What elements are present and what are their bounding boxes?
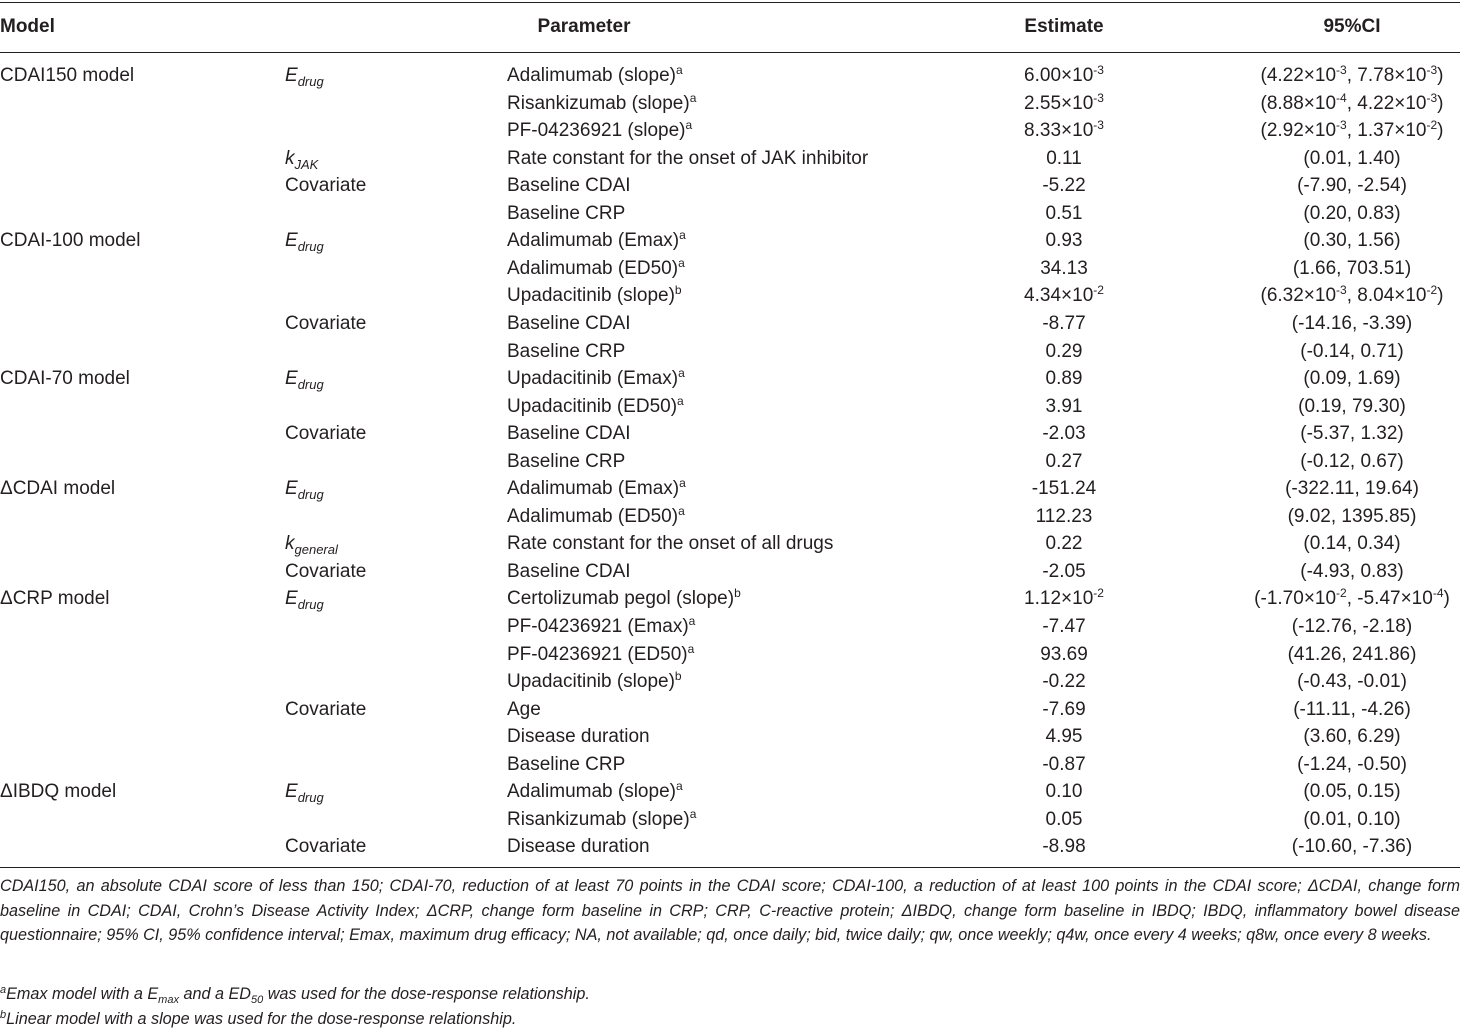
estimate-mantissa: 4.34×10 [1024, 285, 1094, 306]
estimate-mantissa: 0.05 [1045, 809, 1083, 830]
ci-exponent: -3 [1426, 63, 1438, 77]
parameter-name [507, 561, 631, 583]
footnote-marker: a [679, 228, 686, 242]
parameter-label: Baseline CDAI [507, 175, 631, 196]
estimate-value [1046, 451, 1083, 473]
table-top-rule [0, 2, 1460, 3]
footnote-marker: a [688, 614, 696, 628]
parameter-symbol-subscript: JAK [294, 157, 319, 172]
ci-value [1303, 781, 1400, 803]
footnote-a-text-2: and a ED [178, 985, 251, 1003]
ci-text: (6.32×10 [1260, 285, 1337, 306]
parameter-name [507, 451, 625, 473]
footnote-marker: a [687, 642, 695, 656]
parameter-label: Adalimumab (ED50) [507, 258, 679, 279]
estimate-mantissa: 2.55×10 [1024, 93, 1094, 114]
parameter-symbol-letter: E [285, 368, 298, 389]
ci-value [1254, 588, 1450, 610]
footnote-marker: b [734, 586, 741, 600]
estimate-value [1046, 148, 1082, 170]
footnote-marker: a [677, 394, 684, 408]
ci-text: (-0.14, 0.71) [1300, 341, 1404, 362]
parameter-label: Age [507, 699, 541, 720]
ci-value [1298, 396, 1406, 418]
parameter-name [507, 754, 625, 776]
parameter-symbol [285, 148, 318, 170]
estimate-mantissa: 0.89 [1045, 368, 1083, 389]
table-abbreviations-note: CDAI150, an absolute CDAI score of less than 150; CDAI-70, reduction of at least 70 points in the CDAI score; CDAI-100, a reduction of at least 100 points in the CDAI score; ΔCDAI, change form baseline in CDAI; CDAI, Crohn’s Disease Activity Index; ΔCRP, change form baseline in CRP; CRP, C-reactive protein; ΔIBDQ, change form baseline in IBDQ; IBDQ, inflammatory bowel disease questionnaire; 95% CI, 95% confidence interval; Emax, maximum drug efficacy; NA, not available; qd, once daily; bid, twice daily; qw, once weekly; q4w, once every 4 weeks; q8w, once every 8 weeks. [0, 877, 1460, 944]
footnote-a-text-3: was used for the dose-response relationship. [263, 985, 590, 1003]
parameter-symbol [285, 368, 324, 390]
estimate-mantissa: -0.87 [1042, 754, 1086, 775]
ci-exponent: -4 [1432, 586, 1444, 600]
estimate-mantissa: -2.03 [1042, 423, 1086, 444]
ci-text: (0.01, 1.40) [1303, 148, 1401, 169]
parameter-label: Baseline CRP [507, 754, 626, 775]
parameter-label: Adalimumab (slope) [507, 781, 676, 802]
ci-value [1303, 368, 1400, 390]
ci-exponent: -2 [1336, 586, 1347, 600]
ci-text: ) [1443, 588, 1450, 609]
parameter-name [507, 616, 695, 638]
parameter-symbol-subscript: drug [297, 239, 324, 254]
parameter-label: Adalimumab (Emax) [507, 230, 680, 251]
parameter-label: Baseline CRP [507, 203, 626, 224]
estimate-mantissa: -0.22 [1042, 671, 1086, 692]
ci-value [1297, 175, 1407, 197]
parameter-group: Covariate [285, 561, 367, 582]
parameter-label: Baseline CDAI [507, 423, 631, 444]
header-bottom-rule [0, 52, 1460, 53]
parameter-name [507, 478, 686, 500]
estimate-value [1046, 781, 1083, 803]
parameter-label: Rate constant for the onset of JAK inhibitor [507, 148, 869, 169]
parameter-name [507, 313, 631, 335]
ci-text: (0.30, 1.56) [1303, 230, 1401, 251]
ci-value [1288, 644, 1417, 666]
estimate-mantissa: -2.05 [1042, 561, 1086, 582]
ci-value [1300, 561, 1404, 583]
parameter-symbol [285, 65, 324, 87]
parameter-label: Adalimumab (Emax) [507, 478, 680, 499]
ci-value [1285, 478, 1419, 500]
estimate-mantissa: 0.29 [1045, 341, 1083, 362]
parameter-group: Covariate [285, 313, 367, 334]
estimate-value [1032, 478, 1096, 500]
parameter-name [507, 836, 650, 858]
estimate-value [1042, 423, 1085, 445]
estimate-mantissa: 93.69 [1040, 644, 1088, 665]
estimate-mantissa: -8.98 [1042, 836, 1086, 857]
ci-text: (-7.90, -2.54) [1297, 175, 1407, 196]
estimate-exponent: -3 [1093, 91, 1104, 105]
ci-exponent: -3 [1336, 118, 1347, 132]
ci-value [1261, 285, 1444, 307]
parameter-group: Covariate [285, 699, 367, 720]
ci-text: (2.92×10 [1260, 120, 1337, 141]
header-estimate: Estimate [1024, 16, 1104, 37]
estimate-value [1042, 175, 1085, 197]
estimate-mantissa: 112.23 [1035, 506, 1093, 527]
parameter-name [507, 533, 833, 555]
parameter-name [507, 120, 692, 142]
parameter-symbol-letter: E [285, 65, 298, 86]
ci-text: (-5.37, 1.32) [1300, 423, 1404, 444]
estimate-value [1042, 699, 1085, 721]
estimate-mantissa: 3.91 [1045, 396, 1083, 417]
ci-text: (8.88×10 [1260, 93, 1337, 114]
estimate-value [1046, 341, 1083, 363]
parameter-name [507, 341, 625, 363]
footnote-a [0, 983, 590, 1005]
footnote-a-marker: a [0, 984, 7, 996]
parameter-label: Upadacitinib (slope) [507, 671, 675, 692]
parameter-label: Adalimumab (slope) [507, 65, 676, 86]
ci-exponent: -3 [1336, 63, 1347, 77]
footnote-a-sub-2: 50 [250, 994, 264, 1006]
parameter-name [507, 203, 625, 225]
parameter-symbol-letter: E [285, 478, 298, 499]
parameter-name [507, 423, 631, 445]
footnote-a-sub-1: max [158, 994, 179, 1006]
footnote-marker: a [689, 807, 697, 821]
ci-text: (-10.60, -7.36) [1291, 836, 1413, 857]
ci-value [1297, 754, 1407, 776]
estimate-mantissa: 1.12×10 [1024, 588, 1094, 609]
ci-text: , -5.47×10 [1346, 588, 1433, 609]
parameter-name [507, 148, 868, 170]
ci-text: (-12.76, -2.18) [1291, 616, 1413, 637]
ci-exponent: -2 [1426, 118, 1438, 132]
ci-text: (-0.43, -0.01) [1297, 671, 1407, 692]
estimate-value [1046, 726, 1083, 748]
parameter-label: Risankizumab (slope) [507, 809, 690, 830]
footnote-b-text: Linear model with a slope was used for the dose-response relationship. [6, 1010, 517, 1028]
footnote-b-marker: b [0, 1009, 7, 1021]
footnote-marker: a [678, 366, 685, 380]
estimate-mantissa: 0.11 [1046, 148, 1082, 169]
estimate-value [1046, 230, 1083, 252]
estimate-mantissa: 0.22 [1045, 533, 1083, 554]
ci-value [1303, 230, 1400, 252]
estimate-value [1042, 561, 1085, 583]
estimate-value [1042, 313, 1085, 335]
parameter-label: Certolizumab pegol (slope) [507, 588, 735, 609]
ci-text: (-4.93, 0.83) [1300, 561, 1404, 582]
parameter-name [507, 809, 696, 831]
ci-value [1303, 726, 1400, 748]
model-name: CDAI150 model [0, 65, 135, 86]
parameter-label: Risankizumab (slope) [507, 93, 690, 114]
parameter-name [507, 230, 686, 252]
parameter-label: Rate constant for the onset of all drugs [507, 533, 834, 554]
model-name: CDAI-100 model [0, 230, 141, 251]
estimate-value [1042, 754, 1085, 776]
ci-value [1293, 258, 1411, 280]
estimate-value [1024, 120, 1104, 142]
ci-value [1288, 506, 1417, 528]
parameter-label: Disease duration [507, 726, 650, 747]
parameter-name [507, 396, 684, 418]
ci-value [1292, 836, 1412, 858]
header-model: Model [0, 16, 55, 37]
estimate-mantissa: 0.93 [1045, 230, 1083, 251]
parameter-symbol-subscript: general [294, 542, 338, 557]
parameter-symbol-subscript: drug [297, 74, 324, 89]
header-parameter: Parameter [537, 16, 631, 37]
footnote-marker: b [674, 669, 682, 683]
estimate-mantissa: -7.47 [1042, 616, 1086, 637]
parameter-symbol-letter: E [285, 588, 298, 609]
footnote-marker: a [679, 476, 686, 490]
ci-text: (41.26, 241.86) [1287, 644, 1417, 665]
footnote-marker: a [675, 779, 683, 793]
footnote-b [0, 1008, 516, 1030]
parameter-symbol [285, 588, 324, 610]
parameter-label: Upadacitinib (ED50) [507, 396, 678, 417]
model-name: ΔIBDQ model [0, 781, 117, 802]
estimate-mantissa: -5.22 [1042, 175, 1086, 196]
estimate-mantissa: -8.77 [1042, 313, 1086, 334]
ci-text: (0.09, 1.69) [1303, 368, 1401, 389]
ci-text: , 4.22×10 [1346, 93, 1427, 114]
parameter-symbol-letter: k [285, 533, 295, 554]
parameter-symbol [285, 478, 324, 500]
ci-exponent: -3 [1426, 91, 1438, 105]
ci-value [1300, 423, 1404, 445]
estimate-value [1046, 396, 1083, 418]
parameter-name [507, 781, 683, 803]
parameter-group: Covariate [285, 836, 367, 857]
parameter-name [507, 93, 696, 115]
estimate-value [1042, 671, 1085, 693]
parameter-symbol [285, 533, 338, 555]
model-name: ΔCDAI model [0, 478, 116, 499]
ci-value [1300, 451, 1404, 473]
estimate-mantissa: 0.51 [1045, 203, 1083, 224]
footnote-marker: a [678, 256, 685, 270]
estimate-mantissa: 4.95 [1045, 726, 1083, 747]
estimate-mantissa: 0.10 [1045, 781, 1083, 802]
ci-value [1292, 616, 1412, 638]
footnote-a-text-1: Emax model with a E [6, 985, 159, 1003]
ci-text: (-14.16, -3.39) [1291, 313, 1413, 334]
ci-value [1303, 148, 1400, 170]
parameter-symbol [285, 781, 324, 803]
estimate-value [1024, 65, 1104, 87]
footnote-marker: b [674, 283, 682, 297]
parameter-name [507, 175, 631, 197]
ci-text: ) [1437, 65, 1444, 86]
table-bottom-rule [0, 867, 1460, 868]
estimate-value [1036, 506, 1093, 528]
estimate-mantissa: 6.00×10 [1024, 65, 1094, 86]
ci-text: (-0.12, 0.67) [1300, 451, 1404, 472]
estimate-value [1042, 616, 1085, 638]
parameter-label: Upadacitinib (Emax) [507, 368, 679, 389]
estimate-value [1024, 285, 1104, 307]
parameter-symbol [285, 230, 324, 252]
estimate-exponent: -2 [1093, 283, 1104, 297]
parameter-label: Baseline CDAI [507, 561, 631, 582]
parameter-label: Disease duration [507, 836, 650, 857]
ci-exponent: -3 [1336, 283, 1347, 297]
ci-exponent: -4 [1336, 91, 1347, 105]
ci-text: (3.60, 6.29) [1303, 726, 1401, 747]
parameter-label: Baseline CRP [507, 341, 626, 362]
parameter-label: PF-04236921 (slope) [507, 120, 686, 141]
ci-text: ) [1437, 93, 1444, 114]
ci-value [1300, 341, 1404, 363]
estimate-value [1042, 836, 1085, 858]
ci-text: ) [1437, 285, 1444, 306]
ci-value [1292, 313, 1412, 335]
ci-text: (0.20, 0.83) [1303, 203, 1401, 224]
estimate-value [1040, 258, 1088, 280]
parameter-label: PF-04236921 (ED50) [507, 644, 688, 665]
estimate-exponent: -3 [1093, 118, 1104, 132]
ci-value [1261, 65, 1444, 87]
ci-text: , 8.04×10 [1346, 285, 1427, 306]
parameter-label: Baseline CRP [507, 451, 626, 472]
ci-text: , 1.37×10 [1346, 120, 1427, 141]
ci-text: (9.02, 1395.85) [1287, 506, 1417, 527]
estimate-value [1046, 368, 1083, 390]
footnote-marker: a [675, 63, 683, 77]
ci-value [1303, 203, 1400, 225]
estimate-mantissa: 8.33×10 [1024, 120, 1094, 141]
parameter-name [507, 506, 685, 528]
ci-text: (0.19, 79.30) [1298, 396, 1406, 417]
estimate-mantissa: -151.24 [1031, 478, 1097, 499]
ci-text: (-1.24, -0.50) [1297, 754, 1407, 775]
parameter-symbol-letter: k [285, 148, 295, 169]
estimate-value [1024, 93, 1104, 115]
ci-text: , 7.78×10 [1346, 65, 1427, 86]
ci-text: (0.14, 0.34) [1303, 533, 1401, 554]
estimate-exponent: -3 [1093, 63, 1104, 77]
ci-value [1303, 809, 1400, 831]
ci-text: ) [1437, 120, 1444, 141]
ci-value [1293, 699, 1411, 721]
ci-value [1261, 93, 1444, 115]
parameter-group: Covariate [285, 175, 367, 196]
ci-text: (0.05, 0.15) [1303, 781, 1401, 802]
parameter-symbol-letter: E [285, 230, 298, 251]
parameter-name [507, 671, 682, 693]
parameter-name [507, 588, 741, 610]
parameter-label: Baseline CDAI [507, 313, 631, 334]
footnote-marker: a [689, 91, 697, 105]
ci-value [1261, 120, 1444, 142]
parameter-name [507, 699, 541, 721]
estimate-exponent: -2 [1093, 586, 1104, 600]
parameter-name [507, 285, 682, 307]
parameter-symbol-subscript: drug [297, 487, 324, 502]
parameter-symbol-letter: E [285, 781, 298, 802]
parameter-group: Covariate [285, 423, 367, 444]
estimate-value [1046, 533, 1083, 555]
estimate-value [1046, 203, 1083, 225]
parameter-label: PF-04236921 (Emax) [507, 616, 689, 637]
estimate-value [1024, 588, 1104, 610]
parameter-name [507, 644, 694, 666]
estimate-value [1040, 644, 1088, 666]
parameter-name [507, 65, 683, 87]
parameter-label: Adalimumab (ED50) [507, 506, 679, 527]
estimate-mantissa: 0.27 [1045, 451, 1083, 472]
header-ci: 95%CI [1323, 16, 1381, 37]
ci-text: (-1.70×10 [1254, 588, 1337, 609]
footnote-marker: a [678, 504, 685, 518]
parameter-label: Upadacitinib (slope) [507, 285, 675, 306]
parameter-symbol-subscript: drug [297, 597, 324, 612]
parameter-name [507, 258, 685, 280]
parameter-name [507, 368, 685, 390]
model-name: CDAI-70 model [0, 368, 130, 389]
parameter-symbol-subscript: drug [297, 790, 324, 805]
ci-value [1297, 671, 1407, 693]
parameter-name [507, 726, 650, 748]
ci-text: (-322.11, 19.64) [1285, 478, 1419, 499]
ci-value [1303, 533, 1400, 555]
ci-text: (1.66, 703.51) [1292, 258, 1412, 279]
estimate-value [1046, 809, 1083, 831]
model-name: ΔCRP model [0, 588, 110, 609]
ci-text: (0.01, 0.10) [1303, 809, 1401, 830]
estimate-mantissa: 34.13 [1040, 258, 1088, 279]
ci-exponent: -2 [1426, 283, 1438, 297]
ci-text: (4.22×10 [1260, 65, 1337, 86]
parameter-symbol-subscript: drug [297, 377, 324, 392]
estimate-mantissa: -7.69 [1042, 699, 1086, 720]
footnote-marker: a [685, 118, 693, 132]
ci-text: (-11.11, -4.26) [1293, 699, 1411, 720]
